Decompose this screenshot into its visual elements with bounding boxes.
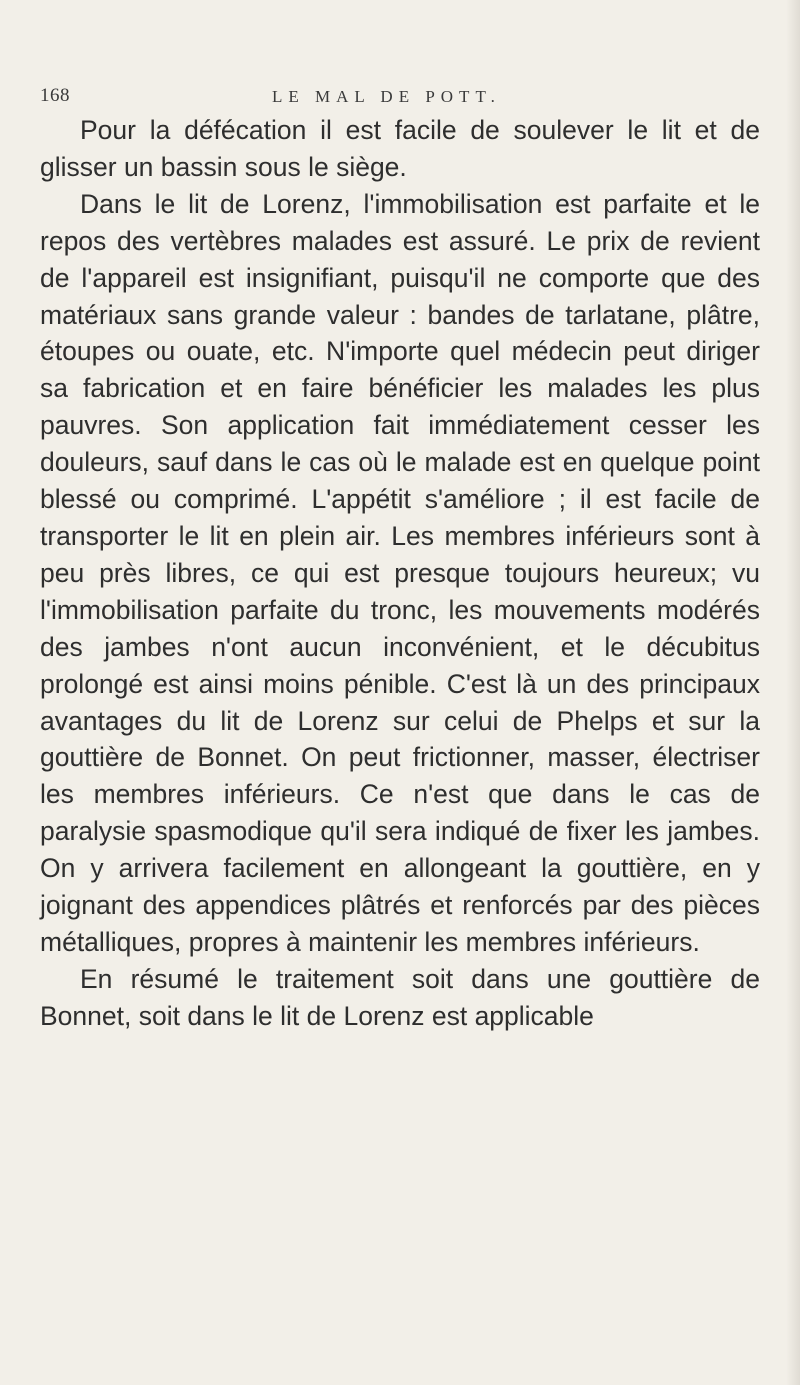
page-number: 168 (40, 85, 70, 106)
running-title: LE MAL DE POTT. (272, 87, 501, 106)
running-head (40, 85, 760, 115)
paragraph-lorenz-bed: Dans le lit de Lorenz, l'immobilisation est parfaite et le repos des vertèbres malades est assuré. Le prix de revient de l'appareil est insignifiant, puisqu'il ne comporte que des matériaux sans grande valeur : bandes de tarlatane, plâtre, étoupes ou ouate, etc. N'importe quel médecin peut diriger sa fabrication et en faire bénéficier les malades les plus pauvres. Son application fait immédiatement cesser les douleurs, sauf dans le cas où le malade est en quelque point blessé ou comprimé. L'appétit s'améliore ; il est facile de transporter le lit en plein air. Les membres inférieurs sont à peu près libres, ce qui est presque toujours heureux; vu l'immobilisation parfaite du tronc, les mouvements modérés des jambes n'ont aucun inconvénient, et le décubitus prolongé est ainsi moins pénible. C'est là un des principaux avantages du lit de Lorenz sur celui de Phelps et sur la gouttière de Bonnet. On peut frictionner, masser, électriser les membres inférieurs. Ce n'est que dans le cas de paralysie spasmodique qu'il sera indiqué de fixer les jambes. On y arrivera facilement en allongeant la gouttière, en y joignant des appendices plâtrés et renforcés par des pièces métalliques, propres à maintenir les membres inférieurs. (40, 188, 760, 957)
page-edge-shadow (786, 0, 800, 1385)
body-text (40, 112, 760, 1035)
paragraph-summary: En résumé le traitement soit dans une gouttière de Bonnet, soit dans le lit de Lorenz est applicable (40, 963, 760, 1031)
paragraph-defecation: Pour la défécation il est facile de soulever le lit et de glisser un bassin sous le siège. (40, 115, 760, 182)
